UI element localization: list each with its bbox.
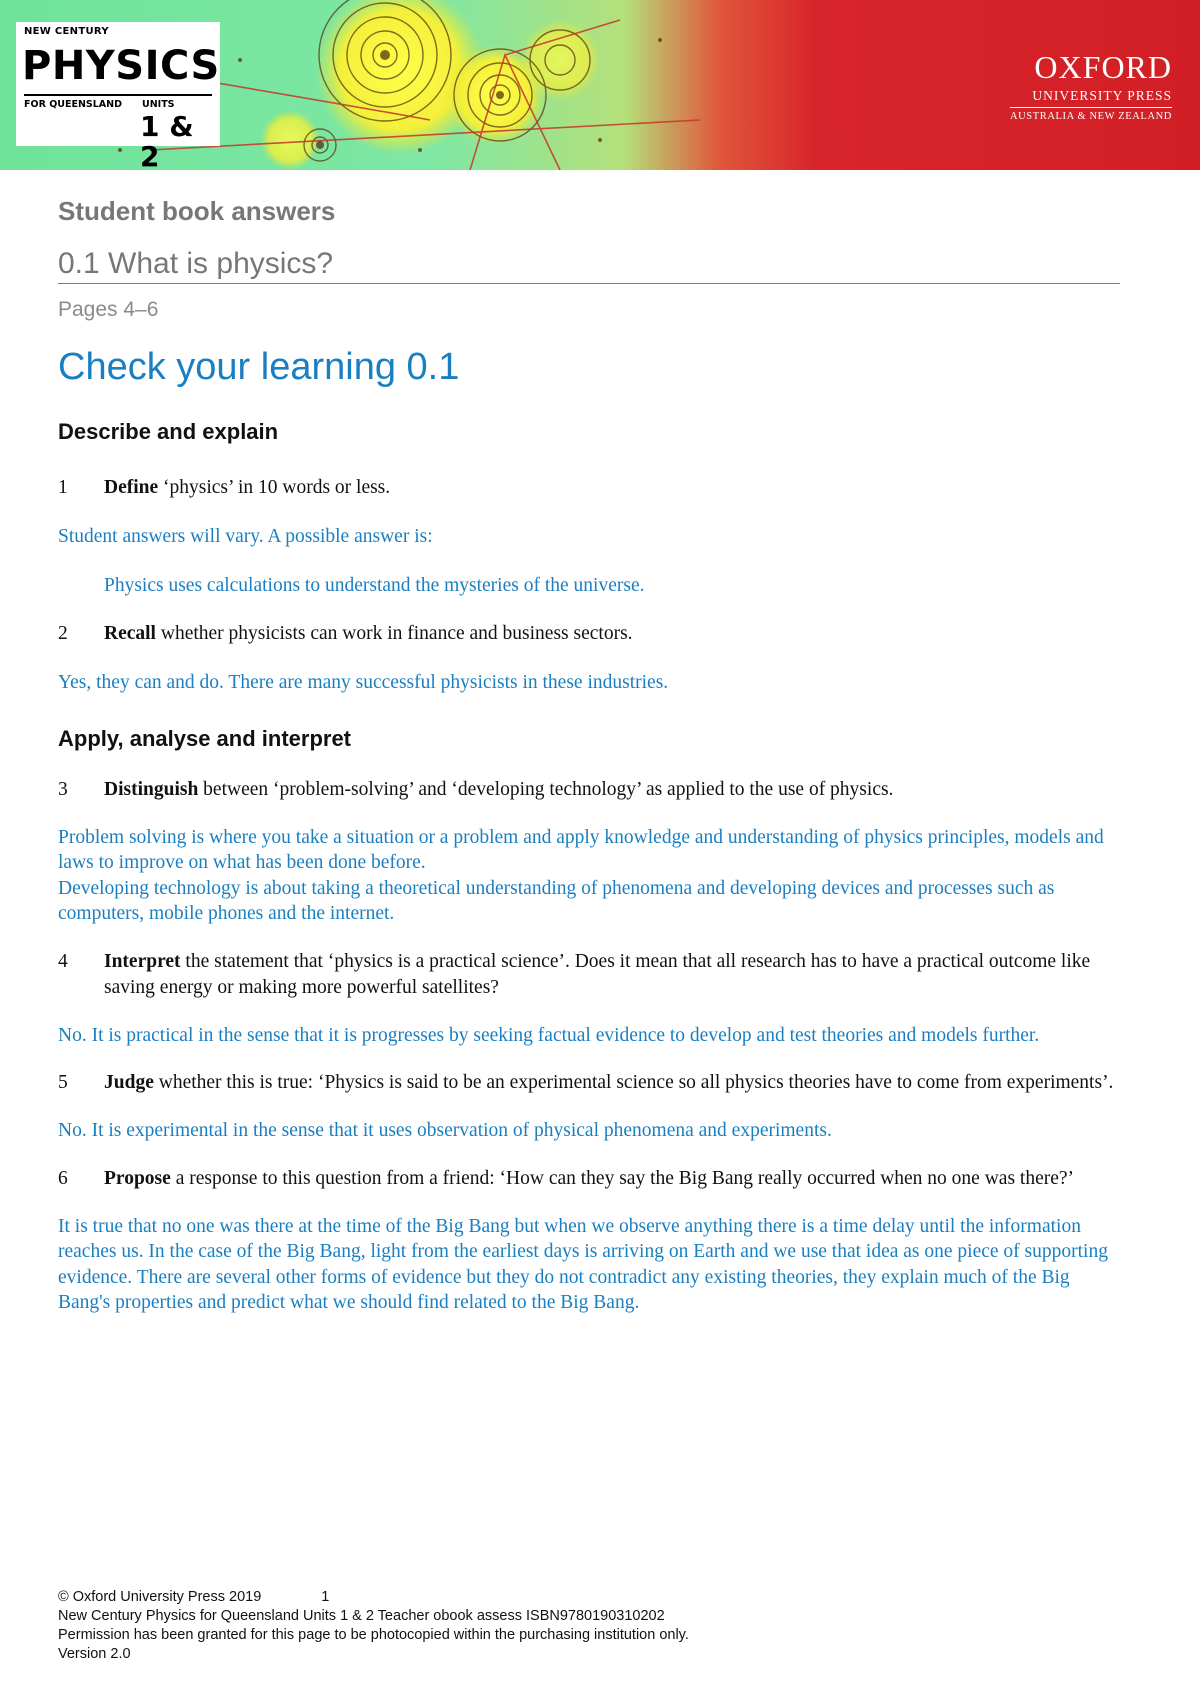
oxford-press: UNIVERSITY PRESS	[1032, 88, 1172, 103]
section-heading: Describe and explain	[58, 419, 279, 444]
logo-new-century: NEW CENTURY	[24, 26, 109, 37]
question-verb: Interpret	[104, 950, 181, 972]
answer-1-example: Physics uses calculations to understand the mysteries of the universe.	[104, 574, 645, 596]
question-verb: Define	[104, 477, 159, 498]
question-number: 6	[58, 1167, 68, 1189]
logo-divider	[24, 94, 212, 96]
section-heading: Apply, analyse and interpret	[58, 725, 352, 751]
logo-units: UNITS	[142, 99, 175, 110]
question-text: a response to this question from a friend: ‘How can they say the Big Bang really occurred when no one was there?’	[170, 1167, 1075, 1189]
version: Version 2.0	[58, 1646, 131, 1662]
header-banner	[0, 0, 1200, 170]
logo-for-queensland: FOR QUEENSLAND	[24, 99, 122, 110]
question-1	[58, 475, 1124, 501]
question-number: 1	[58, 477, 68, 498]
page-number: 1	[321, 1589, 330, 1605]
question-text: ‘physics’ in 10 words or less.	[158, 477, 391, 498]
question-number: 3	[58, 778, 68, 800]
footer-line-1	[58, 1588, 689, 1607]
question-3	[58, 777, 1124, 803]
oxford-logo	[1010, 50, 1172, 122]
question-4	[58, 949, 1124, 1001]
question-text: whether this is true: ‘Physics is said to be an experimental science so all physics theories have to come from experiments’.	[153, 1072, 1114, 1093]
physics-logo	[16, 22, 220, 170]
question-number: 5	[58, 1072, 68, 1093]
question-verb: Propose	[104, 1167, 171, 1189]
page-footer	[58, 1588, 689, 1664]
question-5	[58, 1070, 1124, 1096]
page-title: Check your learning 0.1	[58, 346, 460, 388]
book-info: New Century Physics for Queensland Units 1 & 2 Teacher obook assess ISBN9780190310202	[58, 1608, 665, 1624]
question-number: 2	[58, 623, 68, 644]
question-text: the statement that ‘physics is a practical science’. Does it mean that all research has to have a practical outcome like saving energy or making more powerful satellites?	[104, 950, 1091, 998]
answer-5: No. It is experimental in the sense that it uses observation of physical phenomena and experiments.	[58, 1120, 832, 1141]
question-2	[58, 621, 1124, 647]
question-verb: Recall	[104, 623, 156, 644]
lesson-title: 0.1 What is physics?	[58, 247, 1120, 284]
question-6	[58, 1166, 1124, 1192]
oxford-divider	[1010, 107, 1172, 108]
answer-4: No. It is practical in the sense that it is progresses by seeking factual evidence to develop and test theories and models further.	[58, 1024, 1040, 1046]
answer-3-continued: Developing technology is about taking a theoretical understanding of phenomena and developing devices and processes such as computers, mobile phones and the internet.	[58, 877, 1055, 924]
logo-units-number: 1 & 2	[140, 110, 194, 170]
answer-2: Yes, they can and do. There are many successful physicists in these industries.	[58, 672, 669, 693]
answer-3: Problem solving is where you take a situation or a problem and apply knowledge and understanding of physics principles, models and laws to improve on what has been done before.	[58, 826, 1104, 873]
oxford-name: OXFORD	[1034, 49, 1172, 85]
section-label: Student book answers	[58, 196, 336, 226]
question-verb: Judge	[104, 1072, 154, 1093]
copyright: © Oxford University Press 2019	[58, 1589, 262, 1605]
logo-physics: PHYSICS	[22, 43, 220, 89]
question-text: whether physicists can work in finance and business sectors.	[155, 623, 633, 644]
question-text: between ‘problem-solving’ and ‘developing technology’ as applied to the use of physics.	[198, 778, 894, 800]
answer-1: Student answers will vary. A possible answer is:	[58, 526, 433, 547]
page-range: Pages 4–6	[58, 298, 159, 321]
permission-notice: Permission has been granted for this page to be photocopied within the purchasing institution only.	[58, 1627, 689, 1643]
question-verb: Distinguish	[104, 778, 199, 800]
oxford-region: AUSTRALIA & NEW ZEALAND	[1009, 111, 1172, 122]
answer-6: It is true that no one was there at the time of the Big Bang but when we observe anything there is a time delay until the information reaches us. In the case of the Big Bang, light from the earliest days is arriving on Earth and we use that idea as one piece of supporting evidence. There are several other forms of evidence but they do not contradict any existing theories, they explain much of the Big Bang's properties and predict what we should find related to the Big Bang.	[58, 1215, 1108, 1313]
page-content	[58, 196, 1124, 1316]
question-number: 4	[58, 950, 68, 972]
